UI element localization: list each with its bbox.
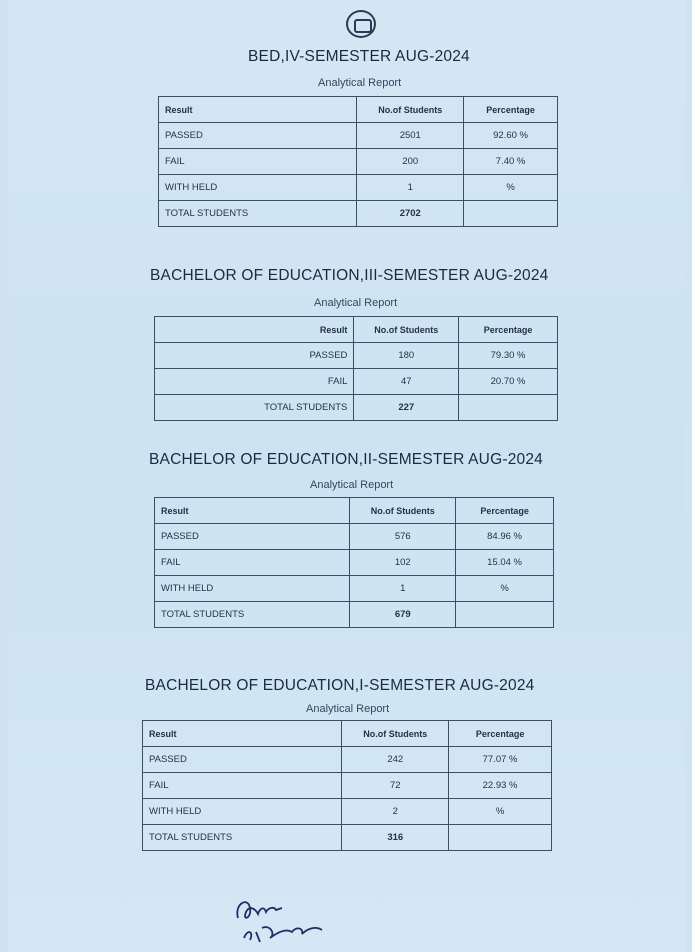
analytical-report-table	[142, 720, 552, 851]
students-cell: 102	[350, 550, 456, 576]
table-row	[159, 149, 558, 175]
report-subtitle: Analytical Report	[310, 479, 394, 491]
table-header-row	[155, 317, 558, 343]
table-row	[159, 123, 558, 149]
students-cell: 1	[350, 576, 456, 602]
students-cell: 242	[342, 747, 449, 773]
table-header-row	[159, 97, 558, 123]
result-cell: WITH HELD	[159, 175, 357, 201]
percentage-cell: 77.07 %	[449, 747, 552, 773]
result-cell: TOTAL STUDENTS	[155, 602, 350, 628]
header-no-of-students: No.of Students	[357, 97, 464, 123]
students-cell: 227	[354, 395, 459, 421]
percentage-cell: 92.60 %	[464, 123, 558, 149]
students-cell: 2	[342, 799, 449, 825]
table-row	[155, 343, 558, 369]
document-page	[8, 0, 686, 952]
students-cell: 200	[357, 149, 464, 175]
table-header-row	[143, 721, 552, 747]
result-cell: PASSED	[159, 123, 357, 149]
percentage-cell	[449, 825, 552, 851]
students-cell: 316	[342, 825, 449, 851]
percentage-cell	[456, 602, 554, 628]
result-cell: WITH HELD	[143, 799, 342, 825]
students-cell: 180	[354, 343, 459, 369]
result-cell: PASSED	[143, 747, 342, 773]
report-title: BED,IV-SEMESTER AUG-2024	[248, 48, 470, 65]
header-result: Result	[155, 317, 354, 343]
header-percentage: Percentage	[449, 721, 552, 747]
table-row	[155, 576, 554, 602]
header-no-of-students: No.of Students	[350, 498, 456, 524]
header-percentage: Percentage	[456, 498, 554, 524]
students-cell: 47	[354, 369, 459, 395]
result-cell: FAIL	[143, 773, 342, 799]
analytical-report-table	[154, 497, 554, 628]
students-cell: 72	[342, 773, 449, 799]
percentage-cell: 79.30 %	[459, 343, 558, 369]
percentage-cell: %	[464, 175, 558, 201]
handwritten-signature	[230, 888, 330, 946]
table-header-row	[155, 498, 554, 524]
result-cell: TOTAL STUDENTS	[159, 201, 357, 227]
table-row	[143, 773, 552, 799]
result-cell: TOTAL STUDENTS	[155, 395, 354, 421]
table-row	[155, 369, 558, 395]
result-cell: TOTAL STUDENTS	[143, 825, 342, 851]
table-row-total	[143, 825, 552, 851]
percentage-cell: %	[449, 799, 552, 825]
analytical-report-table	[154, 316, 558, 421]
students-cell: 576	[350, 524, 456, 550]
table-row	[159, 175, 558, 201]
percentage-cell: 84.96 %	[456, 524, 554, 550]
header-result: Result	[155, 498, 350, 524]
report-title: BACHELOR OF EDUCATION,II-SEMESTER AUG-2024	[149, 451, 543, 468]
report-subtitle: Analytical Report	[314, 297, 398, 309]
percentage-cell	[464, 201, 558, 227]
students-cell: 679	[350, 602, 456, 628]
percentage-cell: 20.70 %	[459, 369, 558, 395]
percentage-cell: 22.93 %	[449, 773, 552, 799]
header-result: Result	[143, 721, 342, 747]
percentage-cell	[459, 395, 558, 421]
table-row-total	[155, 395, 558, 421]
table-row-total	[159, 201, 558, 227]
percentage-cell: %	[456, 576, 554, 602]
result-cell: FAIL	[159, 149, 357, 175]
table-row	[155, 524, 554, 550]
report-subtitle: Analytical Report	[318, 77, 402, 89]
header-result: Result	[159, 97, 357, 123]
percentage-cell: 7.40 %	[464, 149, 558, 175]
result-cell: PASSED	[155, 524, 350, 550]
result-cell: FAIL	[155, 369, 354, 395]
percentage-cell: 15.04 %	[456, 550, 554, 576]
header-percentage: Percentage	[459, 317, 558, 343]
students-cell: 1	[357, 175, 464, 201]
report-title: BACHELOR OF EDUCATION,III-SEMESTER AUG-2024	[150, 267, 549, 284]
table-row	[143, 799, 552, 825]
students-cell: 2702	[357, 201, 464, 227]
table-row	[155, 550, 554, 576]
result-cell: WITH HELD	[155, 576, 350, 602]
table-row-total	[155, 602, 554, 628]
result-cell: PASSED	[155, 343, 354, 369]
table-row	[143, 747, 552, 773]
report-title: BACHELOR OF EDUCATION,I-SEMESTER AUG-2024	[145, 677, 535, 694]
header-no-of-students: No.of Students	[342, 721, 449, 747]
report-subtitle: Analytical Report	[306, 703, 390, 715]
result-cell: FAIL	[155, 550, 350, 576]
students-cell: 2501	[357, 123, 464, 149]
university-emblem-icon	[346, 10, 376, 38]
header-percentage: Percentage	[464, 97, 558, 123]
header-no-of-students: No.of Students	[354, 317, 459, 343]
analytical-report-table	[158, 96, 558, 227]
